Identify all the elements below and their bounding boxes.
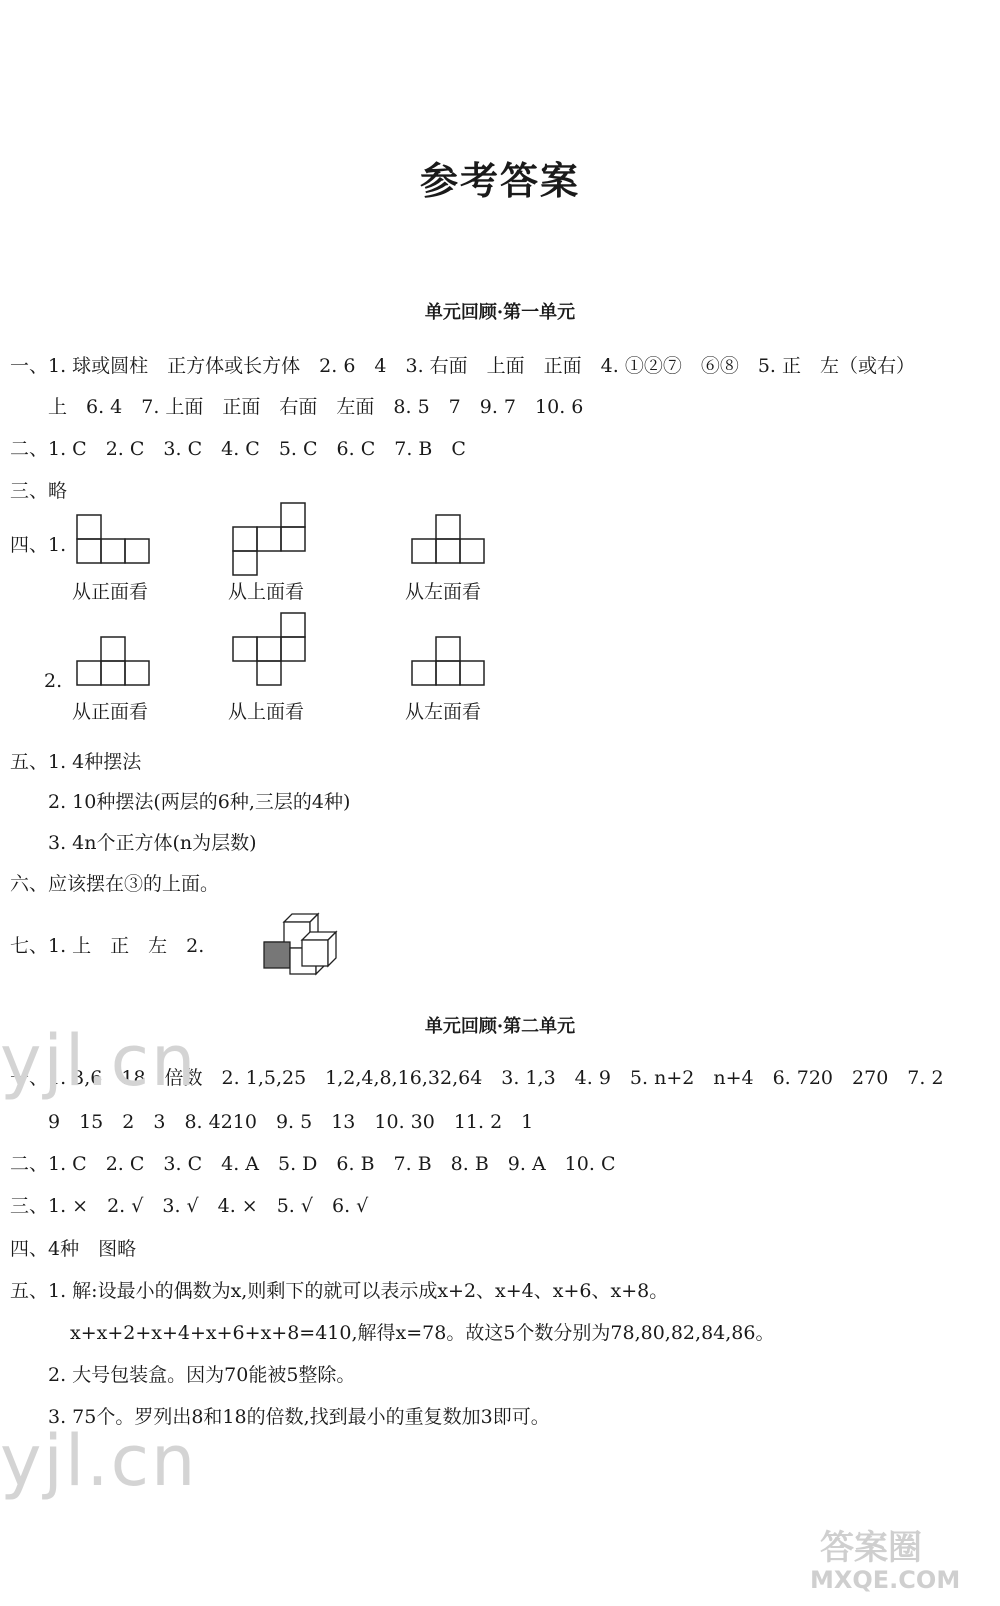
top-view-1 xyxy=(232,502,306,576)
unit1-line-2: 上 6. 4 7. 上面 正面 右面 左面 8. 5 7 9. 7 10. 6 xyxy=(48,396,584,418)
unit2-line-2: 9 15 2 3 8. 4210 9. 5 13 10. 30 11. 2 1 xyxy=(48,1111,534,1133)
unit1-line-3: 二、1. C 2. C 3. C 4. C 5. C 6. C 7. B C xyxy=(10,438,466,460)
unit2-line-6: 五、1. 解:设最小的偶数为x,则剩下的就可以表示成x+2、x+4、x+6、x+8。 xyxy=(10,1280,669,1302)
caption-left-2: 从左面看 xyxy=(405,701,482,723)
unit2-line-4: 三、1. × 2. √ 3. √ 4. × 5. √ 6. √ xyxy=(10,1195,369,1217)
caption-front-2: 从正面看 xyxy=(72,701,149,723)
left-view-2 xyxy=(411,636,485,686)
unit1-line-4: 三、略 xyxy=(10,480,68,502)
unit2-line-9: 3. 75个。罗列出8和18的倍数,找到最小的重复数加3即可。 xyxy=(48,1406,550,1428)
unit1-line-1: 一、1. 球或圆柱 正方体或长方体 2. 6 4 3. 右面 上面 正面 4. ①②⑦ ⑥⑧ 5. 正 左（或右） xyxy=(10,355,916,377)
q4-label-2: 2. xyxy=(44,670,63,692)
caption-front-1: 从正面看 xyxy=(72,581,149,603)
unit1-heading: 单元回顾·第一单元 xyxy=(424,302,576,323)
top-view-2 xyxy=(232,612,306,686)
watermark-answer-circle: 答案圈 xyxy=(820,1528,922,1568)
unit2-line-7: x+x+2+x+4+x+6+x+8=410,解得x=78。故这5个数分别为78,80,82,84,86。 xyxy=(70,1322,775,1344)
caption-top-2: 从上面看 xyxy=(228,701,305,723)
caption-top-1: 从上面看 xyxy=(228,581,305,603)
page-title: 参考答案 xyxy=(419,158,580,203)
watermark-mxqe: MXQE.COM xyxy=(810,1566,961,1594)
watermark-logo-2: yjl.cn xyxy=(0,1420,198,1502)
unit1-q5-3: 3. 4n个正方体(n为层数) xyxy=(48,832,257,854)
unit2-line-5: 四、4种 图略 xyxy=(10,1238,137,1260)
caption-left-1: 从左面看 xyxy=(405,581,482,603)
unit2-heading: 单元回顾·第二单元 xyxy=(424,1016,576,1037)
watermark-logo-1: yjl.cn xyxy=(0,1020,198,1102)
unit1-q5-1: 五、1. 4种摆法 xyxy=(10,751,142,773)
unit2-line-1: 一、1. 3,6 18 倍数 2. 1,5,25 1,2,4,8,16,32,64 3. 1,3 4. 9 5. n+2 n+4 6. 720 270 7. 2 xyxy=(10,1067,944,1089)
q4-label-1: 四、1. xyxy=(10,534,67,556)
unit1-q6: 六、应该摆在③的上面。 xyxy=(10,873,220,895)
unit1-q5-2: 2. 10种摆法(两层的6种,三层的4种) xyxy=(48,791,351,813)
left-view-1 xyxy=(411,514,485,564)
unit2-line-8: 2. 大号包装盒。因为70能被5整除。 xyxy=(48,1364,356,1386)
front-view-2 xyxy=(76,636,150,686)
unit1-q7: 七、1. 上 正 左 2. xyxy=(10,935,205,957)
front-view-1 xyxy=(76,514,150,564)
unit2-line-3: 二、1. C 2. C 3. C 4. A 5. D 6. B 7. B 8. B 9. A 10. C xyxy=(10,1153,616,1175)
cube-stack-figure xyxy=(262,910,342,980)
